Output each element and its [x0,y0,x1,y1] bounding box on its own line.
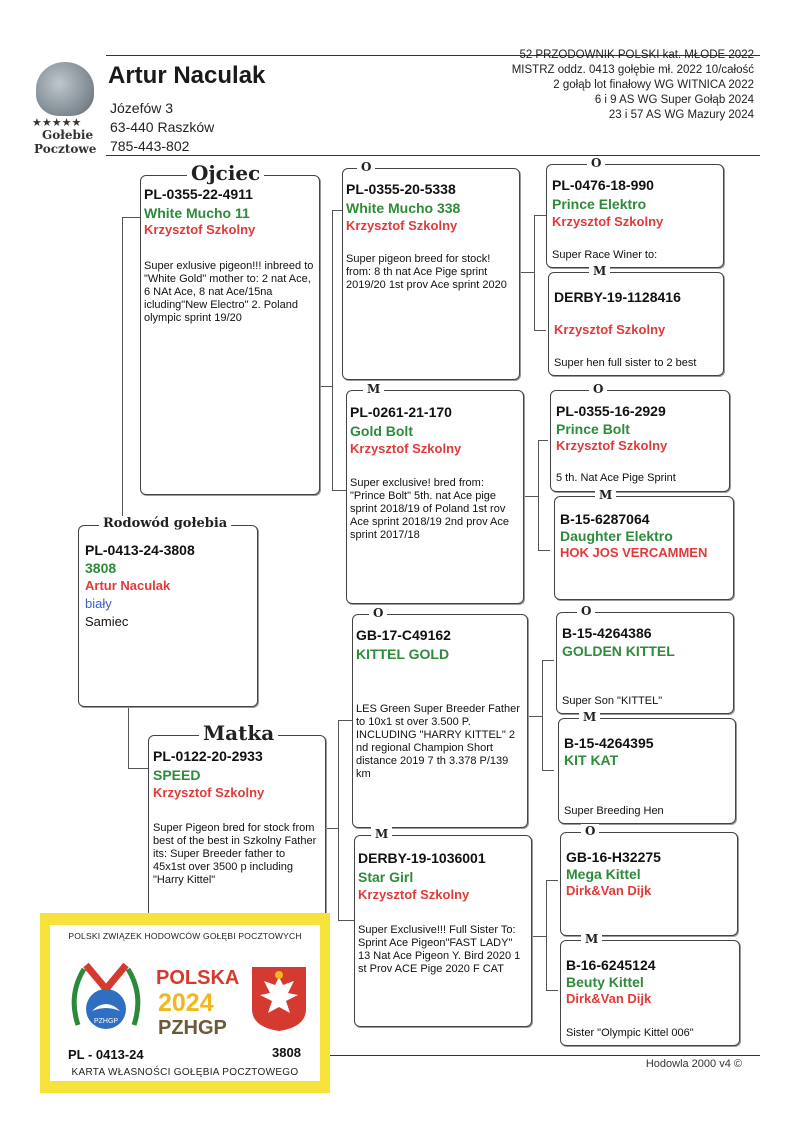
ffm-label: M [589,264,610,278]
owner-address-line2: 63-440 Raszków [110,119,215,135]
logo-text-line2: Pocztowe [34,142,97,156]
paternal-grandmother-card [346,382,524,604]
ownership-card-inner [50,925,320,1081]
father-label: Ojciec [187,161,264,185]
mmm-name: Beuty Kittel [566,974,644,990]
fmf-label: O [589,382,607,396]
pedigree-title: Rodowód gołebia [99,516,231,531]
mgm-label: M [371,827,392,841]
achievement-line: 23 i 57 AS WG Mazury 2024 [608,109,754,121]
maternal-grandmother-card [354,827,532,1027]
fmf-breeder: Krzysztof Szkolny [556,438,668,453]
connector-fm-branch [538,440,539,550]
mmm-note: Sister "Olympic Kittel 006" [566,1027,694,1039]
pgf-breeder: Krzysztof Szkolny [346,218,458,233]
mmf-ring: GB-16-H32275 [566,849,661,865]
connector-subject-mother-tick [128,768,148,769]
fmf-note: 5 th. Nat Ace Pige Sprint [556,472,676,484]
connector-mother-to-mf [338,720,352,721]
mother-label: Matka [199,721,278,745]
connector-mf-to-mff [542,660,554,661]
pgm-breeder: Krzysztof Szkolny [350,441,462,456]
pigeon-ring-number: PL-0413-24-3808 [85,542,195,558]
fmm-breeder: HOK JOS VERCAMMEN [560,545,708,560]
ggp-card-fff [546,156,724,268]
connector-subject-mother [128,708,129,768]
father-note: Super exlusive pigeon!!! inbreed to "White Gold" mother to: 2 nat Ace, 6 NAt Ace, 8 nat Ace/15na icluding"New Electro" 2. Poland olympic sprint 19/20 [144,260,314,324]
fmf-name: Prince Bolt [556,421,630,437]
father-name: White Mucho 11 [144,205,250,221]
connector-fm-to-fmf [538,440,548,441]
connector-mf-branch [542,660,543,770]
mfm-ring: B-15-4264395 [564,735,654,751]
emblem-text: PZHGP [93,1018,119,1025]
pgf-name: White Mucho 338 [346,200,461,216]
mmm-ring: B-16-6245124 [566,957,656,973]
badge-org: PZHGP [158,1017,227,1039]
owner-address-line1: Józefów 3 [110,100,174,116]
badge-pigeon-number: 3808 [272,1045,301,1060]
ggp-card-fmm [554,488,734,600]
mother-name: SPEED [153,767,201,783]
connector-father-out [320,386,332,387]
pgm-label: M [363,382,384,396]
header-bottom-rule [106,155,760,156]
badge-country: POLSKA [156,967,240,989]
fff-breeder: Krzysztof Szkolny [552,214,664,229]
connector-mf-out [528,716,542,717]
mfm-name: KIT KAT [564,752,619,768]
pzhgp-emblem-icon [64,955,148,1043]
mfm-note: Super Breeding Hen [564,805,664,817]
connector-mf-to-mfm [542,770,554,771]
subject-pigeon-card [78,516,258,707]
connector-mother-branch [338,720,339,920]
footer-rule [330,1055,760,1056]
connector-subject-father [122,217,123,525]
connector-fm-out [524,496,538,497]
ownership-card-title: KARTA WŁASNOŚCI GOŁĘBIA POCZTOWEGO [71,1067,299,1078]
achievement-line: 2 gołąb lot finałowy WG WITNICA 2022 [553,79,754,91]
ffm-note: Super hen full sister to 2 best [554,357,697,369]
ggp-card-fmf [550,382,730,492]
connector-father-to-ff [332,210,342,211]
fmm-label: M [595,488,616,502]
connector-subject-father-tick [122,217,140,218]
connector-ff-branch [534,215,535,330]
mff-name: GOLDEN KITTEL [562,643,675,659]
pgm-ring: PL-0261-21-170 [350,404,452,420]
logo-text-line1: Gołebie [42,128,94,142]
fff-label: O [587,156,605,170]
pgf-label: O [357,160,375,174]
pgm-name: Gold Bolt [350,423,413,439]
eagle-head-icon [36,62,94,116]
mgf-ring: GB-17-C49162 [356,627,451,643]
connector-mm-branch [546,880,547,990]
eagle-coat-of-arms-icon [250,965,308,1033]
mgf-note: LES Green Super Breeder Father to 10x1 st over 3.500 P. INCLUDING "HARRY KITTEL" 2 nd regional Champion Short distance 2019 7 th 3.378 P/139 km [356,703,520,780]
mmm-breeder: Dirk&Van Dijk [566,991,652,1006]
connector-ff-to-fff [534,215,546,216]
fff-name: Prince Elektro [552,196,647,212]
achievement-line: 52 PRZODOWNIK POLSKI kat. MŁODE 2022 [519,49,754,61]
connector-father-branch [332,210,333,490]
pgf-ring: PL-0355-20-5338 [346,181,456,197]
mgf-label: O [369,606,387,620]
ggp-card-mfm [558,710,736,824]
software-credit: Hodowla 2000 v4 © [645,1058,742,1070]
mmm-label: M [581,932,602,946]
owner-name: Artur Naculak [108,62,266,89]
mmf-name: Mega Kittel [566,866,641,882]
association-name: POLSKI ZWIĄZEK HODOWCÓW GOŁĘBI POCZTOWYCH [68,931,302,941]
connector-mother-to-mm [338,920,354,921]
mother-note: Super Pigeon bred for stock from best of the best in Szkolny Father its: Super Breeder father to 45x1st over 3500 p including "Harry Kittel" [153,822,317,886]
connector-mm-to-mmf [546,880,558,881]
connector-ff-out [520,272,534,273]
paternal-grandfather-card [342,160,520,380]
pigeon-breeder: Artur Naculak [85,578,171,593]
fmm-name: Daughter Elektro [560,528,673,544]
fmf-ring: PL-0355-16-2929 [556,403,666,419]
owner-phone: 785-443-802 [110,138,190,154]
ffm-breeder: Krzysztof Szkolny [554,322,666,337]
ggp-card-mmf [560,824,738,936]
mother-breeder: Krzysztof Szkolny [153,785,265,800]
mgm-note: Super Exclusive!!! Full Sister To: Sprint Ace Pigeon"FAST LADY" 13 Nat Ace Pigeon Y. Bird 2020 1 st Prov ACE Pige 2020 F CAT [358,924,521,975]
ggp-card-mmm [560,932,740,1046]
pgf-note: Super pigeon breed for stock! from: 8 th nat Ace Pige sprint 2019/20 1st prov Ace sprint 2020 [346,253,507,291]
connector-mm-out [532,936,546,937]
mgm-breeder: Krzysztof Szkolny [358,887,470,902]
ggp-card-ffm [548,264,724,376]
badge-ring-number: PL - 0413-24 [68,1047,144,1062]
connector-mm-to-mmm [546,990,558,991]
fff-ring: PL-0476-18-990 [552,177,654,193]
mmf-breeder: Dirk&Van Dijk [566,883,652,898]
mgm-ring: DERBY-19-1036001 [358,850,486,866]
mgf-name: KITTEL GOLD [356,646,450,662]
ggp-card-mff [556,604,734,714]
mmf-label: O [581,824,599,838]
pigeon-name: 3808 [85,560,117,576]
maternal-grandfather-card [352,606,528,828]
achievements-list [512,48,754,123]
mother-ring: PL-0122-20-2933 [153,748,263,764]
achievement-line: MISTRZ oddz. 0413 gołębie mł. 2022 10/całość [511,64,754,76]
logo-stars: ★★★★★ [32,117,82,129]
mff-ring: B-15-4264386 [562,625,652,641]
achievement-line: 6 i 9 AS WG Super Gołąb 2024 [594,94,754,106]
ownership-card [40,913,330,1093]
pigeon-sex: Samiec [85,614,129,629]
fff-note: Super Race Winer to: [552,249,658,261]
pgm-note: Super exclusive! bred from: "Prince Bolt" 5th. nat Ace pige sprint 2018/19 of Poland 1st rov Ace sprint 2018/19 2nd prov Ace sprint 2017/18 [350,477,509,541]
connector-ff-to-ffm [534,330,546,331]
badge-year: 2024 [158,989,214,1017]
father-ring: PL-0355-22-4911 [144,186,253,202]
pigeon-color: biały [85,596,112,611]
father-breeder: Krzysztof Szkolny [144,222,256,237]
mfm-label: M [579,710,600,724]
mff-label: O [577,604,595,618]
connector-mother-out [326,828,338,829]
father-card [140,161,320,495]
fmm-ring: B-15-6287064 [560,511,650,527]
club-logo [28,60,104,156]
ffm-ring: DERBY-19-1128416 [554,289,681,305]
connector-fm-to-fmm [538,550,550,551]
mff-note: Super Son "KITTEL" [562,695,663,707]
mgm-name: Star Girl [358,869,414,885]
